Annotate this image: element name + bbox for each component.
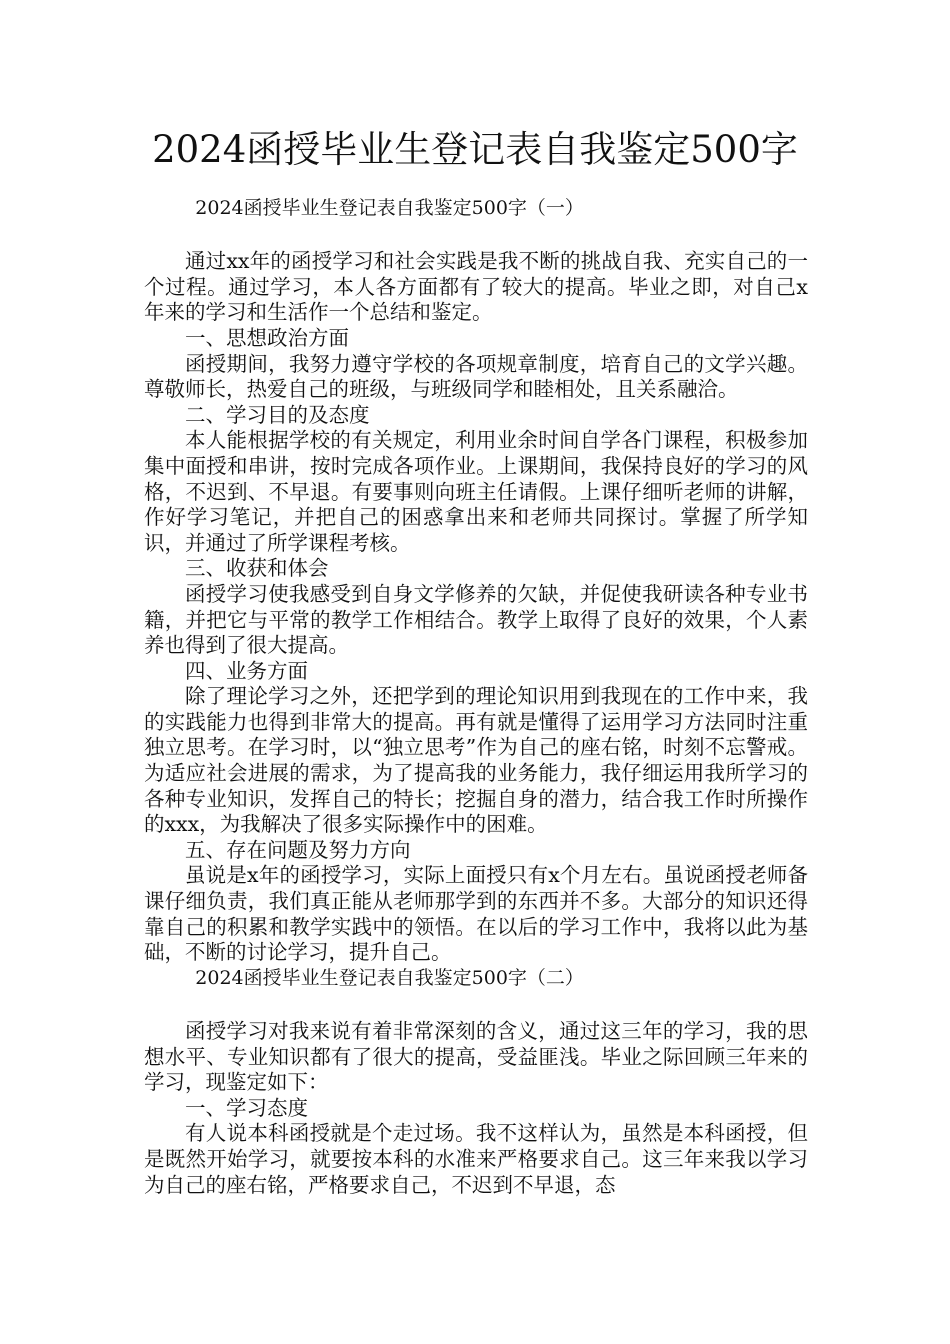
blank-line bbox=[144, 991, 808, 1017]
section-1-intro: 通过xx年的函授学习和社会实践是我不断的挑战自我、充实自己的一个过程。通过学习，本人各方面都有了较大的提高。毕业之即，对自己x年来的学习和生活作一个总结和鉴定。 bbox=[144, 249, 808, 325]
section-1-heading: 2024函授毕业生登记表自我鉴定500字（一） bbox=[195, 197, 584, 219]
section-1-item-5-text: 虽说是x年的函授学习，实际上面授只有x个月左右。虽说函授老师备课仔细负责，我们真正能从老师那学到的东西并不多。大部分的知识还得靠自己的积累和教学实践中的领悟。在以后的学习工作中，我将以此为基础，不断的讨论学习，提升自己。 bbox=[144, 863, 808, 965]
section-1-item-3-heading: 三、收获和体会 bbox=[185, 556, 329, 581]
section-1-item-3-text: 函授学习使我感受到自身文学修养的欠缺，并促使我研读各种专业书籍，并把它与平常的教学工作相结合。教学上取得了良好的效果，个人素养也得到了很大提高。 bbox=[144, 581, 808, 658]
section-1-item-1-text: 函授期间，我努力遵守学校的各项规章制度，培育自己的文学兴趣。尊敬师长，热爱自己的班级，与班级同学和睦相处，且关系融洽。 bbox=[144, 351, 808, 402]
section-1-item-4-heading: 四、业务方面 bbox=[185, 658, 308, 683]
section-1-item-2-heading: 二、学习目的及态度 bbox=[185, 402, 370, 427]
section-2-item-1-text: 有人说本科函授就是个走过场。我不这样认为，虽然是本科函授，但是既然开始学习，就要按本科的水准来严格要求自己。这三年来我以学习为自己的座右铭，严格要求自己，不迟到不早退，态 bbox=[144, 1121, 808, 1197]
section-2-intro: 函授学习对我来说有着非常深刻的含义，通过这三年的学习，我的思想水平、专业知识都有了很大的提高，受益匪浅。毕业之际回顾三年来的学习，现鉴定如下： bbox=[144, 1019, 808, 1095]
section-1-item-4-text: 除了理论学习之外，还把学到的理论知识用到我现在的工作中来，我的实践能力也得到非常大的提高。再有就是懂得了运用学习方法同时注重独立思考。在学习时，以“独立思考”作为自己的座右铭，时刻不忘警戒。为适应社会进展的需求，为了提高我的业务能力，我仔细运用我所学习的各种专业知识，发挥自己的特长；挖掘自身的潜力，结合我工作时所操作的xxx，为我解决了很多实际操作中的困难。 bbox=[144, 684, 808, 837]
section-1-item-5-heading: 五、存在问题及努力方向 bbox=[185, 837, 411, 862]
section-2-heading: 2024函授毕业生登记表自我鉴定500字（二） bbox=[195, 966, 584, 989]
document-body bbox=[144, 196, 808, 1198]
section-2-item-1-heading: 一、学习态度 bbox=[185, 1095, 308, 1120]
document-title: 2024函授毕业生登记表自我鉴定500字 bbox=[152, 128, 798, 171]
blank-line bbox=[144, 222, 808, 248]
section-1-item-1-heading: 一、思想政治方面 bbox=[185, 325, 349, 350]
section-1-item-2-text: 本人能根据学校的有关规定，利用业余时间自学各门课程，积极参加集中面授和串讲，按时完成各项作业。上课期间，我保持良好的学习的风格，不迟到、不早退。有要事则向班主任请假。上课仔细听老师的讲解，作好学习笔记，并把自己的困惑拿出来和老师共同探讨。掌握了所学知识，并通过了所学课程考核。 bbox=[144, 428, 808, 555]
